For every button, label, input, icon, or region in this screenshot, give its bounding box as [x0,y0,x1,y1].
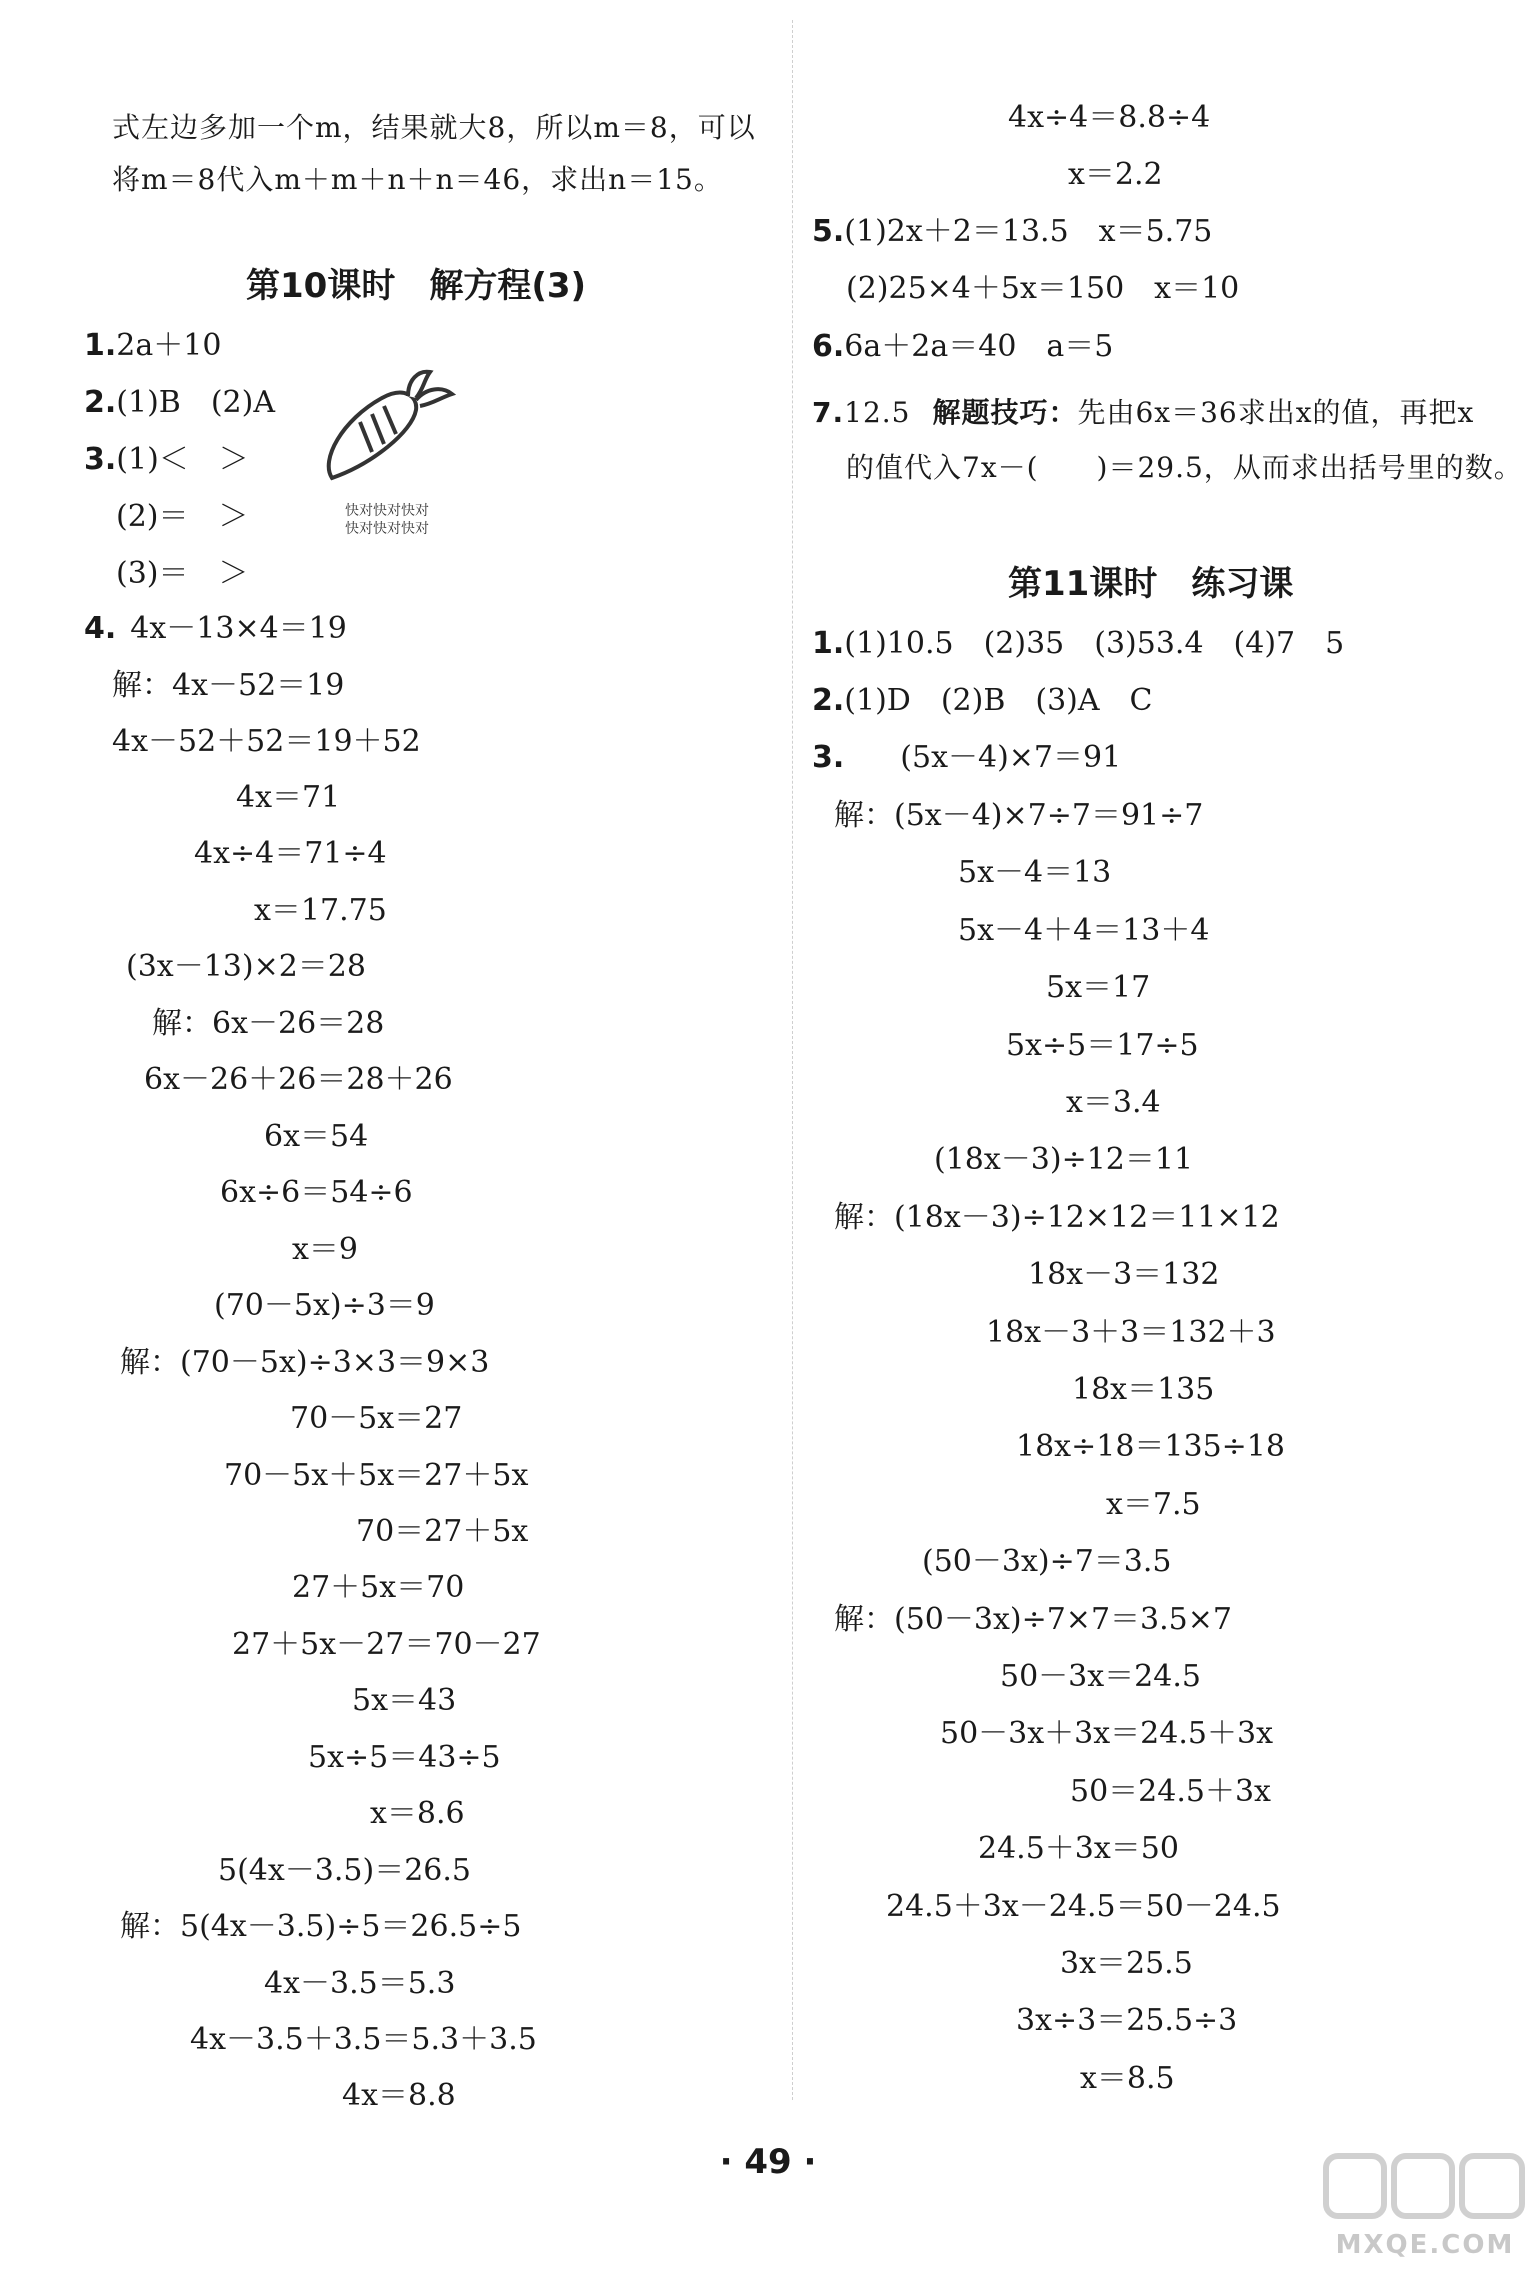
q4-line-2: 解：4x－52＝19 [112,668,345,703]
p1-number: 1. [812,626,845,661]
q4-line-22: x＝8.6 [370,1796,465,1831]
p3-line-2: 解：(5x－4)×7÷7＝91÷7 [834,798,1204,833]
q4-line-24: 解：5(4x－3.5)÷5＝26.5÷5 [120,1909,522,1944]
p3-line-14: x＝7.5 [1106,1487,1201,1522]
q4-line-10: 6x＝54 [264,1119,369,1154]
p3-line-22: 3x＝25.5 [1060,1946,1193,1981]
p3-line-3: 5x－4＝13 [958,855,1112,890]
p1-answer [812,624,1344,664]
q4-line-8: 解：6x－26＝28 [152,1006,385,1041]
p2-text: (1)D (2)B (3)A C [844,683,1153,718]
p3-line-5: 5x＝17 [1046,970,1151,1005]
intro-line-1: 式左边多加一个m，结果就大8，所以m＝8，可以 [112,111,756,144]
q4-line-7: (3x－13)×2＝28 [126,949,366,984]
q5-line-1 [812,212,1212,252]
p3-line-9: 解：(18x－3)÷12×12＝11×12 [834,1200,1280,1235]
p3-text-1: (5x－4)×7＝91 [900,740,1122,775]
carrot-logo-icon [312,360,462,490]
carrot-caption [322,502,452,538]
p3-line-17: 50－3x＝24.5 [1000,1659,1201,1694]
q4-line-18: 27＋5x＝70 [292,1570,465,1605]
q6-number: 6. [812,329,845,364]
q5-number: 5. [812,214,845,249]
q4-number: 4. [84,611,117,646]
q4-line-23: 5(4x－3.5)＝26.5 [218,1853,472,1888]
lesson-11-heading: 第11课时 练习课 [1008,564,1294,604]
p2-number: 2. [812,683,845,718]
q4-line-26: 4x－3.5＋3.5＝5.3＋3.5 [190,2022,537,2057]
q1-text: 2a＋10 [116,328,222,363]
q7-line-2: 的值代入7x－( )＝29.5，从而求出括号里的数。 [846,451,1523,484]
q4-line-13: (70－5x)÷3＝9 [214,1288,435,1323]
q3-line-1 [84,440,249,480]
q4-line-3: 4x－52＋52＝19＋52 [112,724,421,759]
p3-line-12: 18x＝135 [1072,1372,1215,1407]
q4-line-20: 5x＝43 [352,1683,457,1718]
q5-text-1: (1)2x＋2＝13.5 x＝5.75 [844,214,1213,249]
p3-line-11: 18x－3＋3＝132＋3 [986,1315,1276,1350]
carrot-caption-line-1: 快对快对快对 [345,503,429,519]
watermark-text: MXQE.COM [1335,2230,1515,2260]
p3-line-21: 24.5＋3x－24.5＝50－24.5 [886,1889,1281,1924]
q4-line-27: 4x＝8.8 [342,2078,456,2113]
left-column [0,0,756,2150]
q2-text: (1)B (2)A [116,385,275,420]
q4-line-9: 6x－26＋26＝28＋26 [144,1062,453,1097]
p3-line-16: 解：(50－3x)÷7×7＝3.5×7 [834,1602,1232,1637]
q7-tip-label: 解题技巧： [932,396,1078,429]
q7-number: 7. [812,396,845,429]
q4-cont-line-1: 4x÷4＝8.8÷4 [1008,100,1211,135]
q4-line-5: 4x÷4＝71÷4 [194,836,387,871]
q5-line-2: (2)25×4＋5x＝150 x＝10 [846,271,1240,306]
p3-line-6: 5x÷5＝17÷5 [1006,1028,1199,1063]
q7-tip-text: 先由6x＝36求出x的值，再把x [1077,396,1475,429]
q1-answer [84,326,221,366]
right-column [790,0,1530,2150]
lesson-10-heading: 第10课时 解方程(3) [246,266,587,306]
q7-line-1 [812,393,1474,433]
q4-line-4: 4x＝71 [236,780,341,815]
q3-number: 3. [84,442,117,477]
q6-text: 6a＋2a＝40 a＝5 [844,329,1114,364]
q4-line-25: 4x－3.5＝5.3 [264,1966,456,2001]
q4-line-12: x＝9 [292,1232,359,1267]
intro-line-2: 将m＝8代入m＋m＋n＋n＝46，求出n＝15。 [112,163,723,196]
p3-line-24: x＝8.5 [1080,2061,1175,2096]
p3-line-20: 24.5＋3x＝50 [978,1831,1179,1866]
p3-line-1 [812,738,1121,778]
p3-number: 3. [812,740,845,775]
p3-line-19: 50＝24.5＋3x [1070,1774,1271,1809]
q4-line-14: 解：(70－5x)÷3×3＝9×3 [120,1345,490,1380]
p3-line-4: 5x－4＋4＝13＋4 [958,913,1210,948]
p3-line-8: (18x－3)÷12＝11 [934,1142,1194,1177]
q2-answer [84,383,275,423]
p3-line-7: x＝3.4 [1066,1085,1161,1120]
q3-line-3: (3)＝ ＞ [116,556,249,591]
p3-line-18: 50－3x＋3x＝24.5＋3x [940,1716,1273,1751]
p1-text: (1)10.5 (2)35 (3)53.4 (4)7 5 [844,626,1345,661]
q3-line-2: (2)＝ ＞ [116,499,249,534]
q3-text-1: (1)＜ ＞ [116,442,249,477]
q4-line-16: 70－5x＋5x＝27＋5x [224,1458,529,1493]
q6-answer [812,327,1113,367]
q2-number: 2. [84,385,117,420]
carrot-caption-line-2: 快对快对快对 [345,521,429,537]
q4-line-6: x＝17.75 [254,893,387,928]
q4-line-17: 70＝27＋5x [356,1514,529,1549]
p3-line-15: (50－3x)÷7＝3.5 [922,1544,1172,1579]
q4-line-21: 5x÷5＝43÷5 [308,1740,501,1775]
q4-line-11: 6x÷6＝54÷6 [220,1175,413,1210]
p3-line-13: 18x÷18＝135÷18 [1016,1429,1285,1464]
p3-line-10: 18x－3＝132 [1028,1257,1220,1292]
q1-number: 1. [84,328,117,363]
page-number: · 49 · [719,2142,817,2182]
q7-answer: 12.5 [844,396,911,429]
p3-line-23: 3x÷3＝25.5÷3 [1016,2003,1238,2038]
p2-answer [812,681,1152,721]
q4-line-1 [84,609,347,649]
q4-line-19: 27＋5x－27＝70－27 [232,1627,541,1662]
q4-text-1: 4x－13×4＝19 [130,611,347,646]
q4-line-15: 70－5x＝27 [290,1401,463,1436]
q4-cont-line-2: x＝2.2 [1068,157,1163,192]
